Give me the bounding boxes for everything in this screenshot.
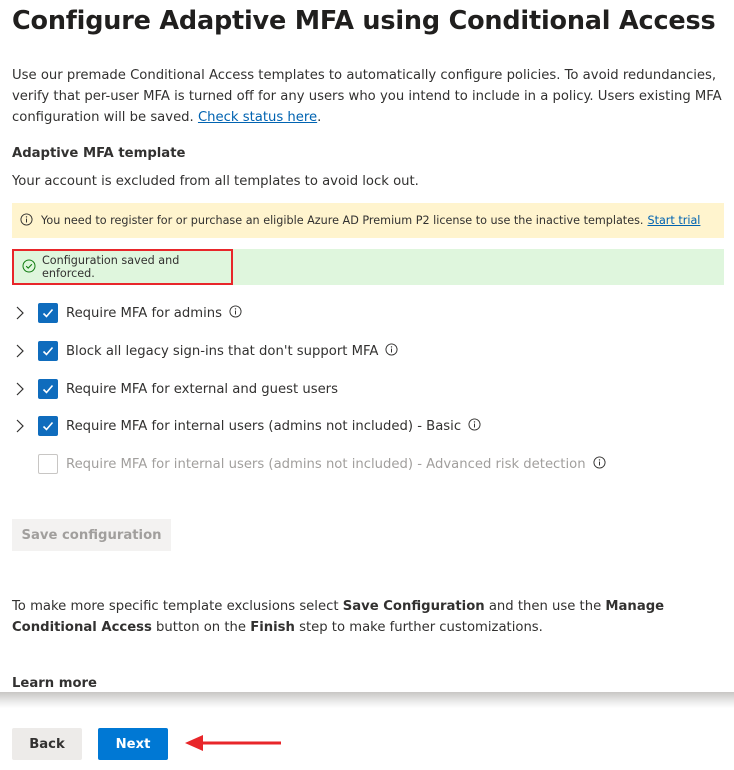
- option-label: Require MFA for external and guest users: [66, 381, 338, 397]
- check-circle-icon: [22, 259, 36, 276]
- intro-suffix: .: [317, 110, 322, 125]
- license-warning-text: You need to register for or purchase an eligible Azure AD Premium P2 license to use the inactive templates.: [41, 214, 644, 227]
- success-message-bar: [12, 249, 724, 285]
- chevron-right-icon[interactable]: [12, 304, 28, 322]
- check-status-link[interactable]: Check status here: [197, 110, 318, 125]
- checkbox-require-mfa-external[interactable]: [38, 379, 58, 399]
- footer-text-part: and then use the: [484, 599, 606, 614]
- footer-text-part: To make more specific template exclusions select: [12, 599, 343, 614]
- start-trial-link[interactable]: Start trial: [647, 214, 701, 227]
- info-icon[interactable]: [229, 305, 242, 322]
- option-require-mfa-internal-basic: [12, 414, 481, 438]
- success-text: Configuration saved and enforced.: [42, 254, 180, 280]
- chevron-right-icon[interactable]: [12, 380, 28, 398]
- checkbox-block-legacy-signins[interactable]: [38, 341, 58, 361]
- license-warning-bar: [12, 203, 724, 238]
- option-label: Require MFA for admins: [66, 305, 222, 321]
- checkbox-require-mfa-internal-advanced[interactable]: [38, 454, 58, 474]
- footer-bold-finish: Finish: [250, 620, 295, 635]
- intro-body: Use our premade Conditional Access templates to automatically configure policies. To avoid redundancies, verify that per-user MFA is turned off for any users who you intend to include in a policy. Users existing MFA configuration will be saved.: [12, 68, 722, 125]
- option-require-mfa-external: [12, 377, 338, 401]
- save-configuration-button[interactable]: Save configuration: [12, 519, 171, 551]
- chevron-right-icon[interactable]: [12, 342, 28, 360]
- footer-bold-save-configuration: Save Configuration: [342, 599, 485, 614]
- option-require-mfa-admins: [12, 301, 242, 325]
- footer-text-part: button on the: [151, 620, 251, 635]
- option-label: Require MFA for internal users (admins not included) - Basic: [66, 418, 462, 434]
- chevron-right-icon[interactable]: [12, 417, 28, 435]
- checkbox-require-mfa-admins[interactable]: [38, 303, 58, 323]
- red-arrow-annotation: [183, 733, 283, 753]
- page-title: Configure Adaptive MFA using Conditional Access: [12, 6, 716, 36]
- back-button[interactable]: Back: [12, 728, 82, 760]
- scroll-divider: [0, 692, 734, 708]
- intro-text: [12, 65, 724, 128]
- learn-more-heading: Learn more: [12, 676, 97, 691]
- option-block-legacy-signins: [12, 339, 398, 363]
- footer-text-part: step to make further customizations.: [294, 620, 543, 635]
- option-label: Block all legacy sign-ins that don't support MFA: [66, 343, 379, 359]
- info-icon: [20, 213, 33, 229]
- info-icon[interactable]: [468, 418, 481, 435]
- footer-instructions: [12, 596, 724, 638]
- option-require-mfa-internal-advanced: [12, 452, 606, 476]
- info-icon[interactable]: [385, 343, 398, 360]
- template-section-title: Adaptive MFA template: [12, 146, 186, 161]
- checkbox-require-mfa-internal-basic[interactable]: [38, 416, 58, 436]
- success-highlight-box: [12, 249, 233, 285]
- next-button[interactable]: Next: [98, 728, 168, 760]
- option-label: Require MFA for internal users (admins not included) - Advanced risk detection: [66, 456, 586, 472]
- footer-bold-manage-ca: Manage Conditional Access: [12, 599, 665, 635]
- lockout-note: Your account is excluded from all templates to avoid lock out.: [12, 174, 419, 189]
- info-icon[interactable]: [593, 456, 606, 473]
